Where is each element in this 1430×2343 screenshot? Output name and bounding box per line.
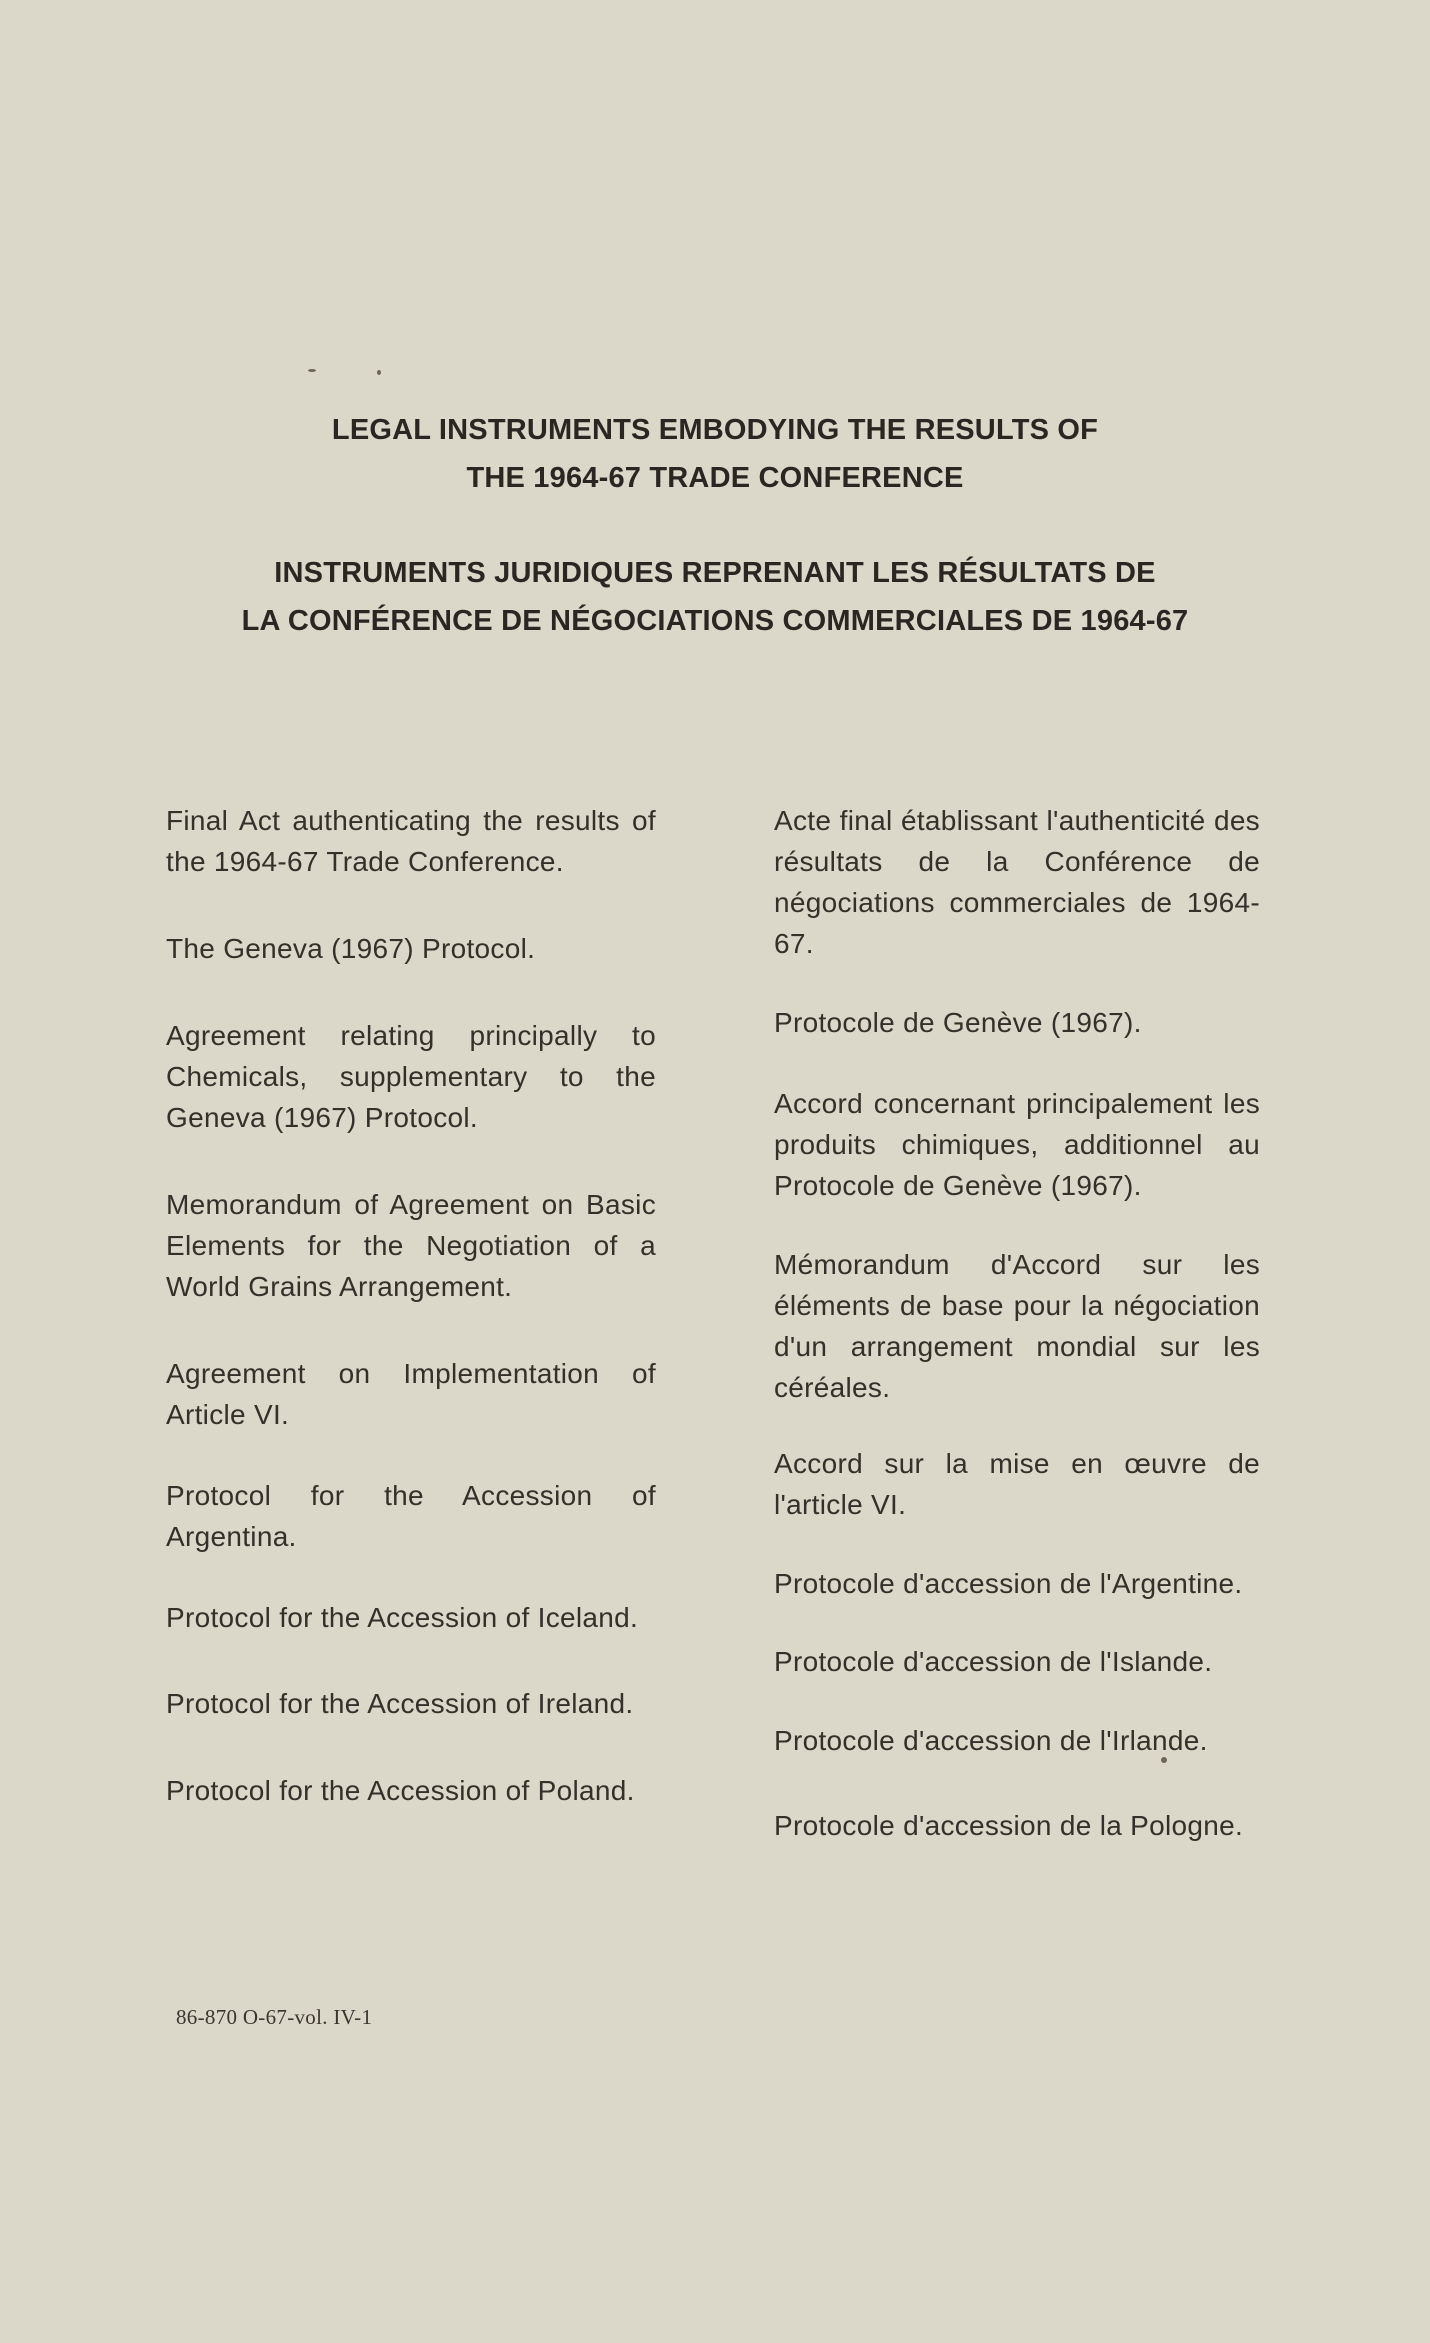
english-entry: Protocol for the Accession of Ireland. [166,1688,634,1719]
english-entry: Agreement relating principally to Chemicals, supplementary to the Geneva (1967) Protocol. [166,1020,656,1133]
french-heading-line-1: INSTRUMENTS JURIDIQUES REPRENANT LES RÉSULTATS DE [274,557,1156,589]
print-speck [1161,1757,1167,1763]
english-heading-line-1: LEGAL INSTRUMENTS EMBODYING THE RESULTS OF [331,414,1099,446]
french-entry: Accord concernant principalement les produits chimiques, additionnel au Protocole de Genève (1967). [774,1088,1260,1201]
english-entry: Agreement on Implementation of Article VI. [166,1358,656,1430]
print-speck [377,370,381,375]
french-entry: Protocole d'accession de la Pologne. [774,1810,1244,1841]
english-entry: Protocol for the Accession of Iceland. [166,1602,639,1633]
french-entry: Accord sur la mise en œuvre de l'article VI. [774,1448,1260,1520]
english-entry: Protocol for the Accession of Poland. [166,1775,635,1806]
english-entry: Memorandum of Agreement on Basic Elements for the Negotiation of a World Grains Arrangement. [166,1189,656,1302]
french-entry: Protocole de Genève (1967). [774,1007,1142,1038]
english-column [166,800,656,1811]
english-entry: Final Act authenticating the results of the 1964-67 Trade Conference. [166,805,656,877]
english-heading-line-2: THE 1964-67 TRADE CONFERENCE [466,462,964,494]
french-heading [0,549,1430,645]
french-entry: Mémorandum d'Accord sur les éléments de base pour la négociation d'un arrangement mondial sur les céréales. [774,1249,1260,1403]
print-code-footer: 86-870 O-67-vol. IV-1 [176,2005,373,2029]
print-speck [308,369,316,372]
french-heading-line-2: LA CONFÉRENCE DE NÉGOCIATIONS COMMERCIALES DE 1964-67 [241,605,1189,637]
french-entry: Protocole d'accession de l'Irlande. [774,1725,1208,1756]
french-entry: Acte final établissant l'authenticité des résultats de la Conférence de négociations commerciales de 1964-67. [774,805,1260,959]
french-column [774,800,1260,1846]
french-entry: Protocole d'accession de l'Islande. [774,1646,1213,1677]
english-heading [0,406,1430,502]
english-entry: The Geneva (1967) Protocol. [166,933,536,964]
french-entry: Protocole d'accession de l'Argentine. [774,1568,1243,1599]
english-entry: Protocol for the Accession of Argentina. [166,1480,656,1552]
